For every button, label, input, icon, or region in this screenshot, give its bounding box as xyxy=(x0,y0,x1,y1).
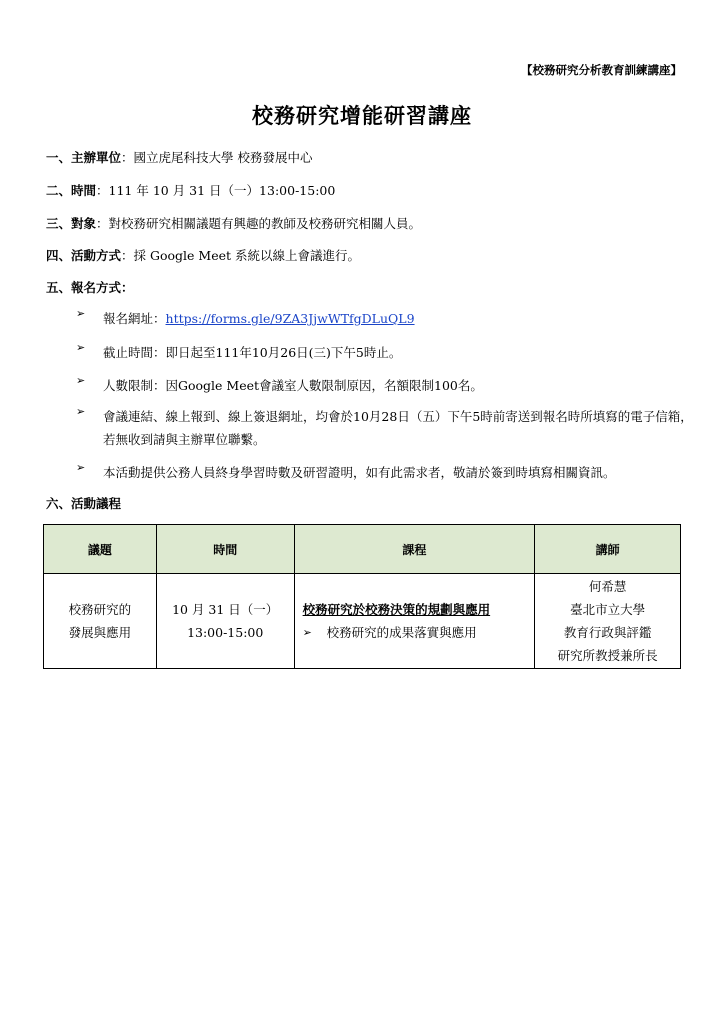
header-tag: 【校務研究分析教育訓練講座】 xyxy=(521,63,682,77)
section-value: ：採 Google Meet 系統以線上會議進行。 xyxy=(121,248,360,263)
course-cell xyxy=(294,574,535,669)
section-label: 四、活動方式 xyxy=(46,248,122,263)
topic-line: 校務研究的 xyxy=(68,602,132,617)
topic-cell xyxy=(44,574,157,669)
section-format xyxy=(46,246,360,264)
section-audience xyxy=(46,214,421,232)
section-label: 一、主辦單位 xyxy=(46,150,122,165)
page-title: 校務研究增能研習講座 xyxy=(252,103,472,128)
section-value: ： xyxy=(121,280,134,295)
agenda-header-row xyxy=(44,525,681,574)
section-label: 二、時間 xyxy=(46,183,97,198)
arrow-bullet-icon: ➢ xyxy=(302,626,312,639)
course-title: 校務研究於校務決策的規劃與應用 xyxy=(302,602,491,617)
certificate-text: 本活動提供公務人員終身學習時數及研習證明，如有此需求者，敬請於簽到時填寫相關資訊。 xyxy=(103,465,616,480)
limit-text: 人數限制：因Google Meet會議室人數限制原因，名額限制100名。 xyxy=(103,378,483,393)
time-cell xyxy=(156,574,294,669)
section-organizer xyxy=(46,148,313,166)
course-subitem-text: 校務研究的成果落實與應用 xyxy=(326,625,477,640)
arrow-bullet-icon: ➢ xyxy=(76,374,86,387)
notice-text: 會議連結、線上報到、線上簽退網址，均會於10月28日（五）下午5時前寄送到報名時所填寫的電子信箱，若無收到請與主辦單位聯繫。 xyxy=(103,409,693,447)
course-subitem xyxy=(303,621,534,644)
speaker-name: 何希慧 xyxy=(588,579,627,594)
deadline-text: 截止時間：即日起至111年10月26日(三)下午5時止。 xyxy=(103,345,402,360)
section-value: ：111 年 10 月 31 日（一）13:00-15:00 xyxy=(96,183,336,198)
time-line: 13:00-15:00 xyxy=(187,625,264,640)
speaker-affiliation: 教育行政與評鑑 xyxy=(563,625,652,640)
speaker-title: 研究所教授兼所長 xyxy=(557,648,658,663)
section-label: 六、活動議程 xyxy=(46,496,122,511)
section-label: 三、對象 xyxy=(46,216,97,231)
table-row xyxy=(44,574,681,669)
registration-link[interactable]: https://forms.gle/9ZA3JjwWTfgDLuQL9 xyxy=(165,311,415,326)
speaker-affiliation: 臺北市立大學 xyxy=(570,602,646,617)
arrow-bullet-icon: ➢ xyxy=(76,341,86,354)
header-topic: 議題 xyxy=(44,525,157,574)
section-agenda xyxy=(46,494,121,512)
section-value: ：對校務研究相關議題有興趣的教師及校務研究相關人員。 xyxy=(96,216,422,231)
section-value: ：國立虎尾科技大學 校務發展中心 xyxy=(121,150,313,165)
section-time xyxy=(46,181,335,199)
section-registration xyxy=(46,278,134,296)
header-time: 時間 xyxy=(156,525,294,574)
time-line: 10 月 31 日（一） xyxy=(172,602,279,617)
arrow-bullet-icon: ➢ xyxy=(76,405,86,418)
speaker-cell xyxy=(535,574,681,669)
topic-line: 發展與應用 xyxy=(68,625,132,640)
arrow-bullet-icon: ➢ xyxy=(76,461,86,474)
header-speaker: 講師 xyxy=(535,525,681,574)
url-label: 報名網址： xyxy=(103,311,166,326)
section-label: 五、報名方式 xyxy=(46,280,122,295)
agenda-table xyxy=(43,524,681,669)
arrow-bullet-icon: ➢ xyxy=(76,307,86,320)
header-course: 課程 xyxy=(294,525,535,574)
